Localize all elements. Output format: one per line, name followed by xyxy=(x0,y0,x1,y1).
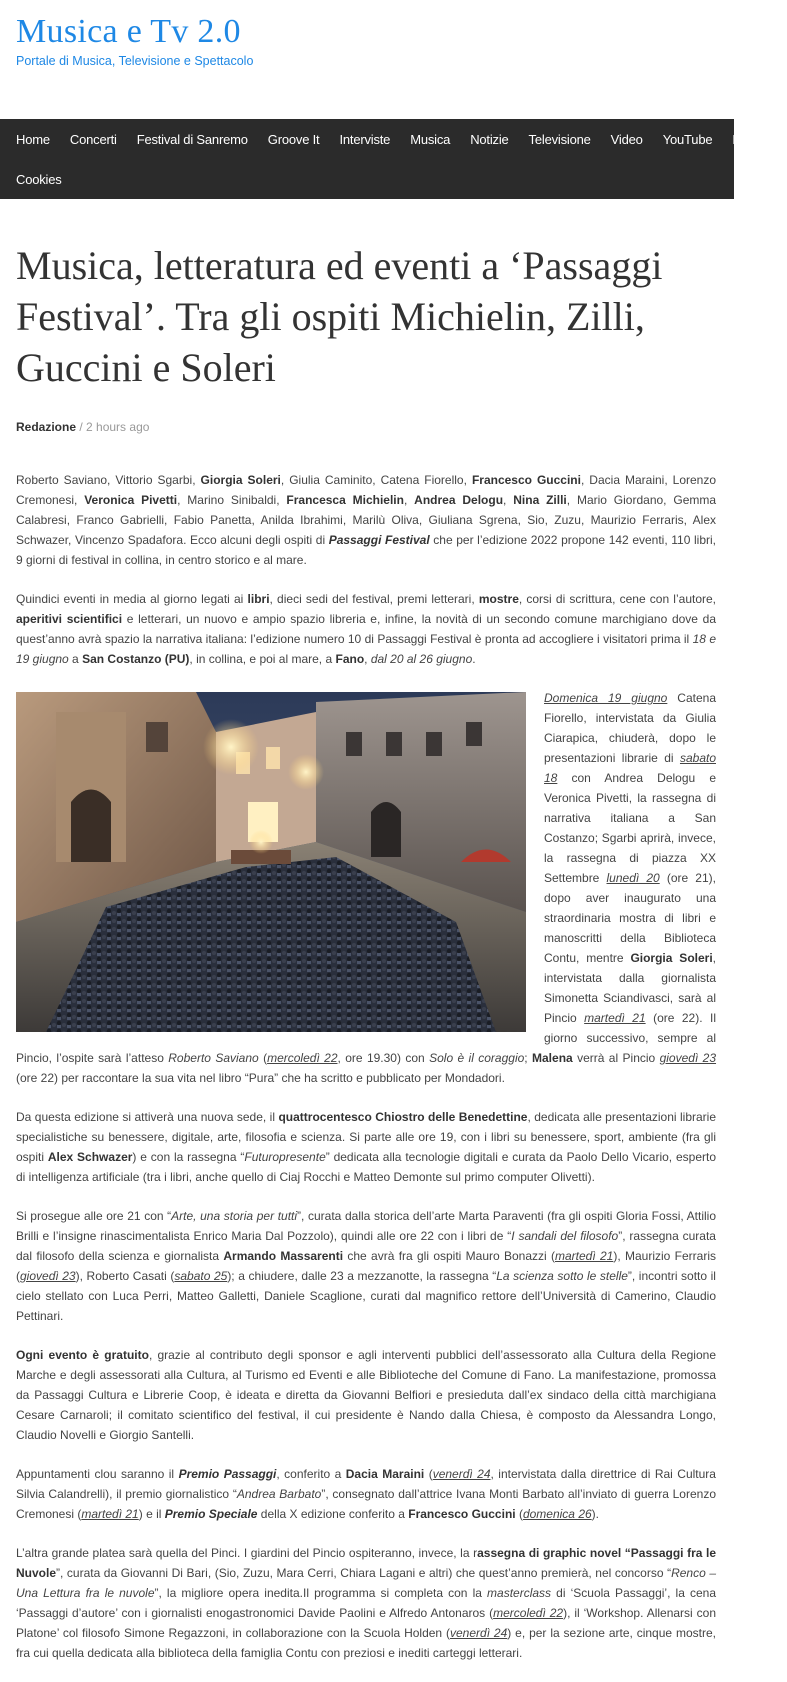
byline-separator: / xyxy=(76,420,87,434)
date-link[interactable]: martedì 21 xyxy=(584,1011,646,1025)
nav-item-festival-di-sanremo[interactable]: Festival di Sanremo xyxy=(136,131,248,147)
paragraph: Roberto Saviano, Vittorio Sgarbi, Giorgia Soleri, Giulia Caminito, Catena Fiorello, Francesco Guccini, Dacia Maraini, Lorenzo Cremonesi, Veronica Pivetti, Marino Sinibaldi, Francesca Michielin, Andrea Delogu, Nina Zilli, Mario Giordano, Gemma Calabresi, Franco Gabrielli, Fabio Panetta, Anilda Ibrahimi, Marilù Oliva, Giuliana Sgrena, Sio, Zuzu, Maurizio Ferraris, Alex Schwazer, Vincenzo Spadafora. Ecco alcuni degli ospiti di Passaggi Festival che per l’edizione 2022 propone 142 eventi, 110 libri, 9 giorni di festival in collina, in centro storico e al mare. xyxy=(16,473,717,567)
date-link[interactable]: domenica 26 xyxy=(522,1507,592,1521)
author-name[interactable]: Redazione xyxy=(16,420,77,434)
post-time: 2 hours ago xyxy=(86,420,150,434)
nav-item-televisione[interactable]: Televisione xyxy=(528,131,591,147)
paragraph: Appuntamenti clou saranno il Premio Passaggi, conferito a Dacia Maraini (venerdì 24, intervistata dalla direttrice di Rai Cultura Silvia Calandrelli), il premio giornalistico “Andrea Barbato”, consegnato dall’attrice Ivana Monti Barbato all’inviato di guerra Lorenzo Cremonesi (martedì 21) e il Premio Speciale della X edizione conferito a Francesco Guccini (domenica 26). xyxy=(16,1467,716,1521)
date-link[interactable]: giovedì 23 xyxy=(20,1269,76,1283)
nav-item-video[interactable]: Video xyxy=(610,131,643,147)
paragraph: Ogni evento è gratuito, grazie al contributo degli sponsor e agli interventi pubblici dell’assessorato alla Cultura della Regione Marche e degli assessorati alla Cultura, al Turismo ed Eventi e alle Biblioteche del Comune di Fano. La manifestazione, promossa da Passaggi Cultura e Librerie Coop, è ideata e diretta da Giovanni Belfiori e presieduta dall’ex sindaco della città marchigiana Cesare Carnaroli; il comitato scientifico del festival, il cui presidente è Nando dalla Chiesa, è composto da Alessandra Longo, Claudio Novelli e Giorgio Santelli. xyxy=(16,1348,716,1442)
article-body xyxy=(16,470,716,1663)
paragraph: L’altra grande platea sarà quella del Pinci. I giardini del Pincio ospiteranno, invece, la rassegna di graphic novel “Passaggi fra le Nuvole”, curata da Giovanni Di Bari, (Sio, Zuzu, Mara Cerri, Chiara Lagani e altri) che quest’anno premierà, nel concorso “Renco – Una Lettura fra le nuvole”, la migliore opera inedita.Il programma si completa con la masterclass di ‘Scuola Passaggi’, la cena ‘Passaggi d’autore’ con i giornalisti enogastronomici Davide Paolini e Alfredo Antonaros (mercoledì 22), il ‘Workshop. Allenarsi con Platone’ col filosofo Simone Regazzoni, in collaborazione con la Scuola Holden (venerdì 24) e, per la sezione arte, cinque mostre, fra cui quella dedicata alla biblioteca della famiglia Contu con preziosi e inediti carteggi letterari. xyxy=(16,1546,717,1660)
paragraph: Da questa edizione si attiverà una nuova sede, il quattrocentesco Chiostro delle Benedettine, dedicata alle presentazioni librarie specialistiche su benessere, digitale, arte, filosofia e scienza. Si parte alle ore 19, con i libri su benessere, sport, ambiente (fra gli ospiti Alex Schwazer) e con la rassegna “Futuropresente” dedicata alla tecnologie digitali e curata da Paolo Dello Vicario, esperto di intelligenza artificiale (tra i libri, anche quello di Ciaj Rocchi e Matteo Demonte sul primo computer Olivetti). xyxy=(16,1110,717,1184)
nav-item-cookies[interactable]: Cookies xyxy=(16,171,62,187)
paragraph: Quindici eventi in media al giorno legati ai libri, dieci sedi del festival, premi letterari, mostre, corsi di scrittura, cene con l’autore, aperitivi scientifici e letterari, un nuovo e ampio spazio libreria e, infine, la novità di un secondo comune marchigiano dove da quest’anno avrà spazio la narrativa italiana: l’edizione numero 10 di Passaggi Festival è pronta ad accogliere i visitatori prima il 18 e 19 giugno a San Costanzo (PU), in collina, e poi al mare, a Fano, dal 20 al 26 giugno. xyxy=(16,592,717,666)
date-link[interactable]: sabato 25 xyxy=(174,1269,228,1283)
paragraph: Si prosegue alle ore 21 con “Arte, una storia per tutti”, curata dalla storica dell’arte Marta Paraventi (fra gli ospiti Gloria Fossi, Attilio Brilli e l’insigne rinascimentalista Enrico Maria Dal Pozzolo), quindi alle ore 22 con i libri de “I sandali del filosofo”, rassegna curata dal filosofo della scienza e giornalista Armando Massarenti che avrà fra gli ospiti Mauro Bonazzi (martedì 21), Maurizio Ferraris (giovedì 23), Roberto Casati (sabato 25); a chiudere, dalle 23 a mezzanotte, la rassegna “La scienza sotto le stelle”, incontri sotto il cielo stellato con Luca Perri, Matteo Galletti, Daniele Scaglione, curati dal magnifico rettore dell’Università di Camerino, Claudio Pettinari. xyxy=(16,1209,717,1323)
nav-row-secondary xyxy=(16,159,82,199)
nav-row-primary xyxy=(16,119,787,159)
date-link[interactable]: venerdì 24 xyxy=(432,1467,491,1481)
site-header xyxy=(16,12,716,68)
date-link[interactable]: venerdì 24 xyxy=(450,1626,508,1640)
site-tagline: Portale di Musica, Televisione e Spettacolo xyxy=(16,54,254,68)
date-link[interactable]: giovedì 23 xyxy=(659,1051,717,1065)
article-title: Musica, letteratura ed eventi a ‘Passaggi Festival’. Tra gli ospiti Michielin, Zilli, Guccini e Soleri xyxy=(16,243,663,390)
nav-item-concerti[interactable]: Concerti xyxy=(69,131,117,147)
nav-item-disclaimer[interactable]: Discla xyxy=(732,131,767,147)
date-link[interactable]: mercoledì 22 xyxy=(267,1051,338,1065)
main-navigation xyxy=(0,119,767,199)
date-link[interactable]: sabato 18 xyxy=(544,751,716,785)
piazza-photo xyxy=(16,692,526,1032)
nav-item-home[interactable]: Home xyxy=(16,131,50,147)
article-byline xyxy=(16,420,716,434)
nav-item-musica[interactable]: Musica xyxy=(410,131,451,147)
site-title[interactable]: Musica e Tv 2.0 xyxy=(16,13,241,50)
date-link[interactable]: lunedì 20 xyxy=(606,871,660,885)
nav-item-youtube[interactable]: YouTube xyxy=(662,131,713,147)
date-link[interactable]: martedì 21 xyxy=(81,1507,139,1521)
nav-item-groove-it[interactable]: Groove It xyxy=(267,131,320,147)
nav-item-notizie[interactable]: Notizie xyxy=(470,131,509,147)
paragraph: Domenica 19 giugno Catena Fiorello, intervistata da Giulia Ciarapica, chiuderà, dopo le presentazioni librarie di sabato 18 con Andrea Delogu e Veronica Pivetti, la rassegna di narrativa italiana a San Costanzo; Sgarbi aprirà, invece, la rassegna di piazza XX Settembre lunedì 20 (ore 21), dopo aver inaugurato una straordinaria mostra di libri e manoscritti della Biblioteca Contu, mentre Giorgia Soleri, intervistata dalla giornalista Simonetta Sciandivasci, sarà al Pincio martedì 21 (ore 22). Il giorno successivo, sempre al Pincio, l’ospite sarà l’atteso Roberto Saviano (mercoledì 22, ore 19.30) con Solo è il coraggio; Malena verrà al Pincio giovedì 23 (ore 22) per raccontare la sua vita nel libro “Pura” che ha scritto e pubblicato per Mondadori. xyxy=(16,691,717,1085)
date-link[interactable]: Domenica 19 giugno xyxy=(544,691,668,705)
article-image xyxy=(16,692,526,1032)
date-link[interactable]: martedì 21 xyxy=(555,1249,614,1263)
date-link[interactable]: mercoledì 22 xyxy=(493,1606,564,1620)
nav-item-interviste[interactable]: Interviste xyxy=(339,131,391,147)
article xyxy=(16,240,716,1682)
